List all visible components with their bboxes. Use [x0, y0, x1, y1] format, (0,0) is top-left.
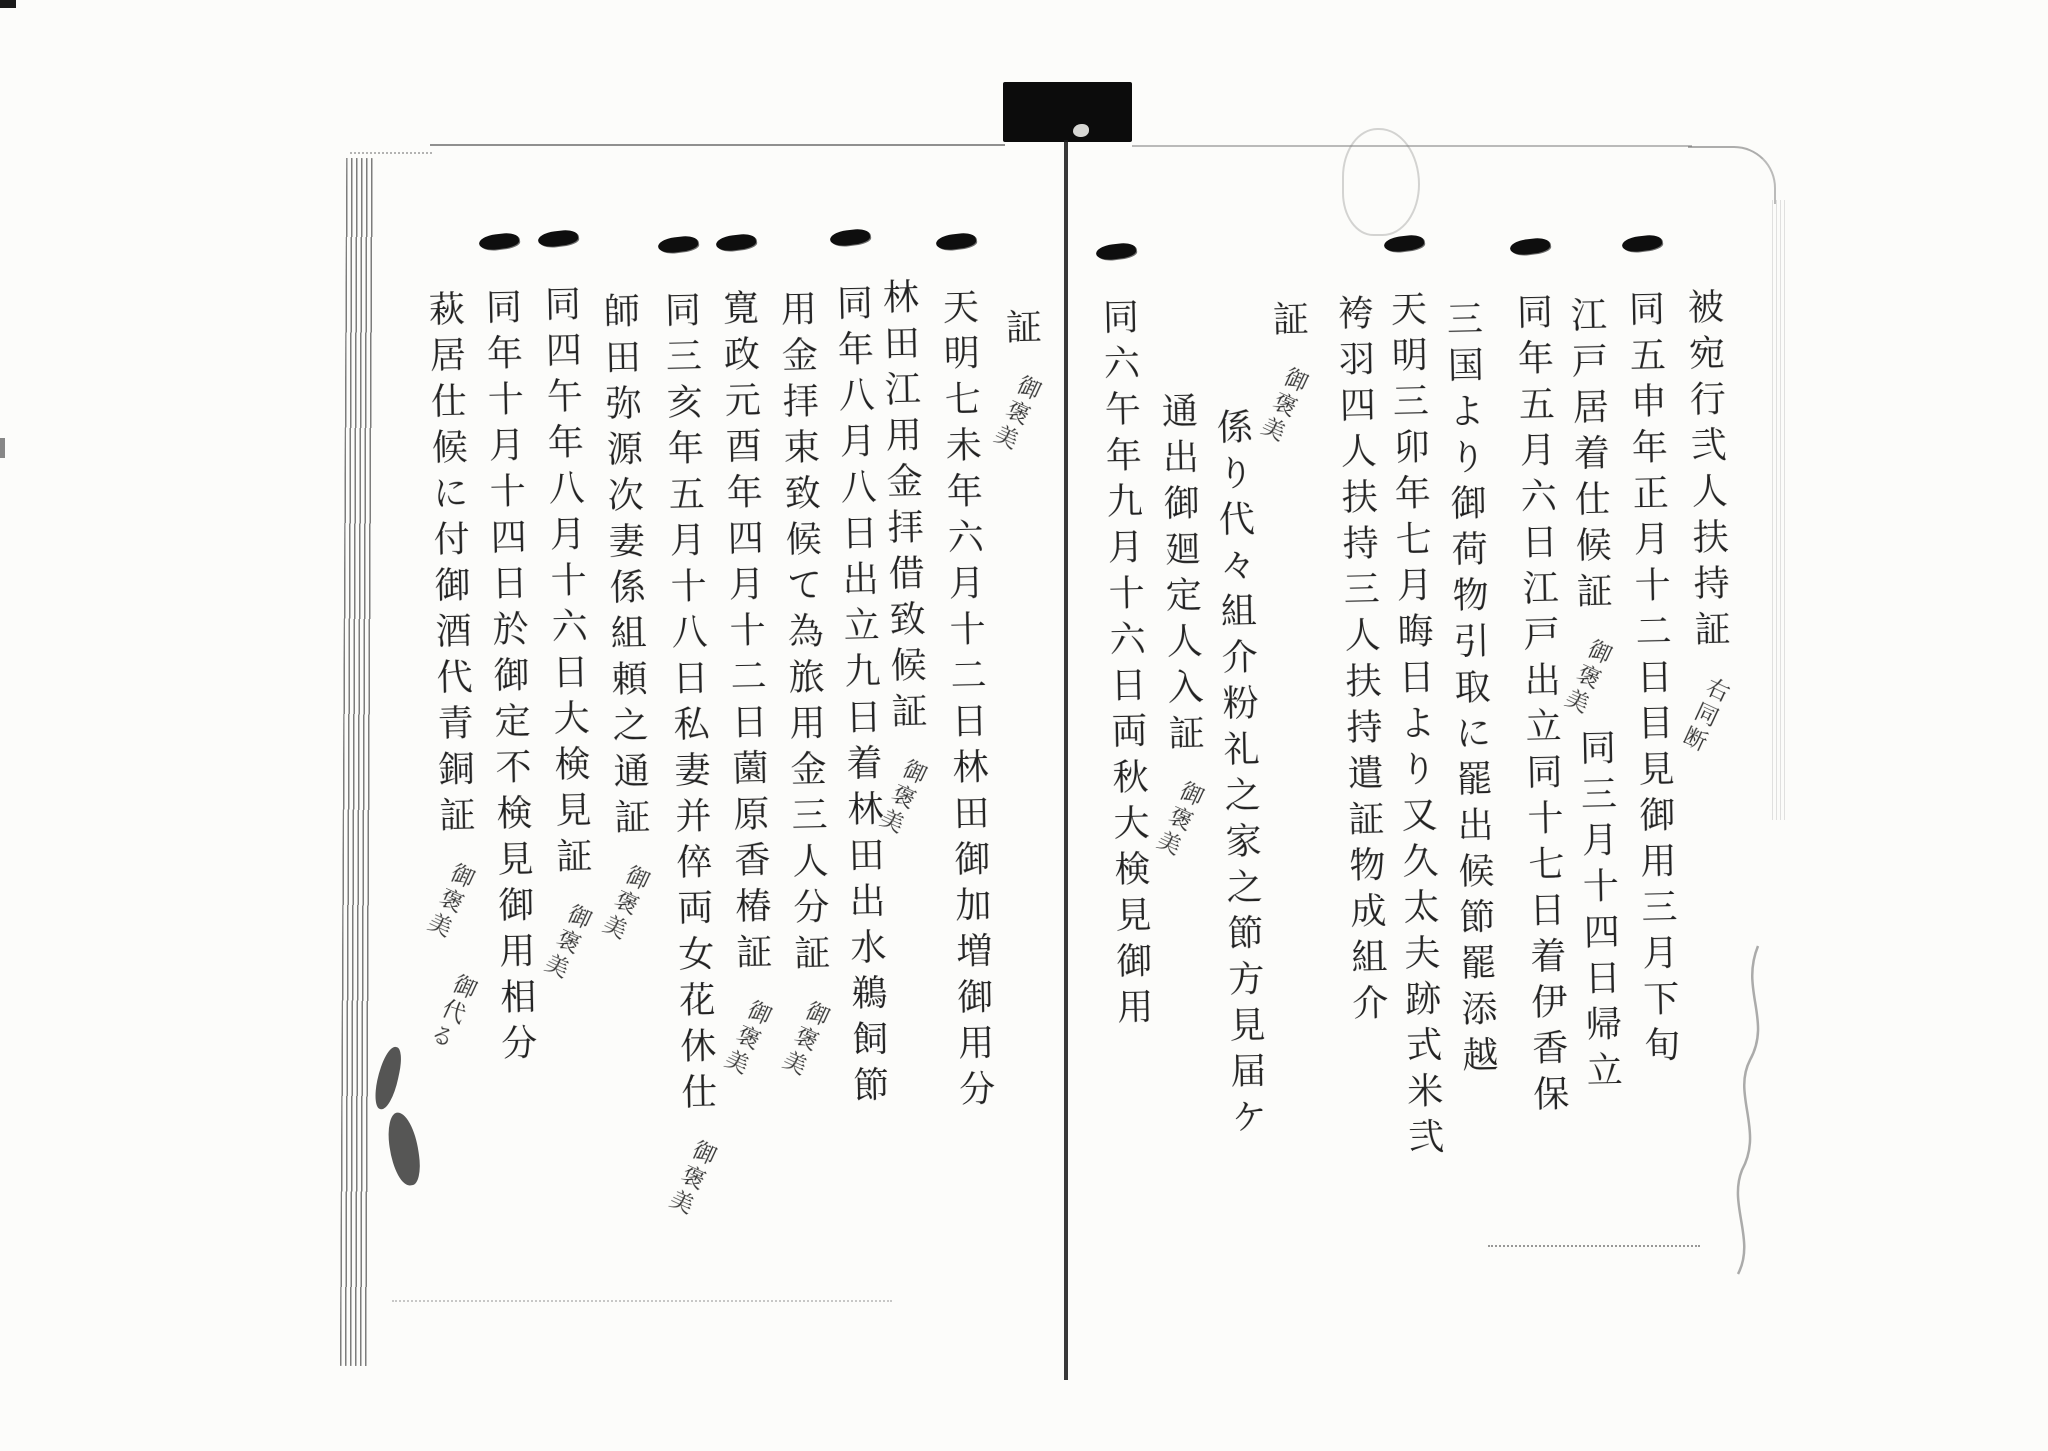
- ink-blotch: [385, 1110, 423, 1187]
- entry-bullet-mark: [829, 228, 871, 248]
- entry-bullet-mark: [537, 229, 579, 249]
- annotation-note: 御褒美: [872, 754, 930, 839]
- entry-bullet-mark: [1095, 242, 1137, 262]
- entry-bullet-mark: [1621, 234, 1663, 254]
- column-text: 天明三卯年七月晦日より又久太夫跡式米弐: [1385, 289, 1445, 1165]
- column-text: 同年十月十四日於御定不検見御用相分: [480, 287, 538, 1071]
- column-text: 同六午年九月十六日両秋大検見御用: [1097, 297, 1154, 1035]
- text-column: [594, 291, 666, 1451]
- annotation-note: 御褒美: [1253, 362, 1311, 447]
- annotation-note: 御褒美: [594, 860, 653, 945]
- scan-speck: [0, 438, 5, 458]
- entry-bullet-mark: [1383, 234, 1425, 254]
- entry-bullet-mark: [715, 233, 757, 253]
- annotation-note: 御褒美: [661, 1135, 720, 1220]
- column-text: 三国より御荷物引取に罷出候節罷添越: [1441, 299, 1499, 1083]
- column-text: 証: [1000, 307, 1042, 355]
- annotation-note: 御褒美: [986, 370, 1044, 455]
- column-text: 萩居仕候に付御酒代青銅証: [423, 289, 476, 843]
- annotation-note: 御褒美: [1557, 634, 1615, 719]
- column-text: 同四午年八月十六日大検見証: [539, 284, 593, 884]
- column-text: 江戸居着仕候証: [1565, 295, 1613, 619]
- right-page-top-edge: [1132, 145, 1692, 147]
- column-text: 同三亥年五月十八日私妻并倅両女花休仕: [659, 290, 718, 1120]
- column-text: 物成組介: [1343, 845, 1389, 1031]
- book-gutter-line: [1064, 140, 1068, 1380]
- left-page-edge-streaks: [340, 158, 373, 1366]
- column-text: 同五申年正月十二日目見御用三月下旬: [1623, 289, 1681, 1073]
- stain-mark: [1342, 128, 1420, 236]
- entry-bullet-mark: [657, 235, 699, 255]
- right-page-corner: [1688, 146, 1776, 204]
- entry-bullet-mark: [478, 232, 520, 252]
- text-column: [1253, 299, 1335, 1451]
- column-text: 証: [1267, 299, 1309, 347]
- column-text: 寛政元酉年四月十二日薗原香椿証: [717, 288, 773, 980]
- column-text: 同年八月八日出立九日着林田出水鵜飼節: [831, 283, 890, 1113]
- column-text: 林田江用金拝借致候証: [877, 277, 928, 739]
- entry-bullet-mark: [935, 232, 977, 252]
- text-column: [933, 287, 1006, 1451]
- column-text: 係り代々組介粉礼之家之節方見届ケ: [1211, 407, 1268, 1145]
- text-column: [986, 307, 1068, 1451]
- column-text: 用金拝束致候て為旅用金三人分証: [775, 289, 831, 981]
- annotation-note: 御褒美: [1149, 776, 1207, 861]
- column-text: 同年五月六日江戸出立同十七日着伊香保: [1511, 292, 1570, 1122]
- column-text: 袴羽四人扶持三人扶持遣証: [1332, 293, 1385, 847]
- annotation-note: 御褒美: [536, 899, 595, 984]
- column-text: 被宛行弐人扶持証: [1682, 287, 1731, 657]
- column-text: 天明七未年六月十二日林田御加増御用分: [937, 287, 996, 1117]
- annotation-note: 御褒美: [419, 858, 478, 943]
- scan-speck: [0, 0, 16, 8]
- annotation-note: 御褒美: [774, 996, 833, 1081]
- annotation-note: 右同断: [1675, 672, 1733, 757]
- column-text: 師田弥源次妻係組頼之通証: [598, 291, 651, 845]
- annotation-note: 御代る: [422, 969, 480, 1054]
- left-page-top-edge: [430, 144, 1005, 146]
- ink-blotch: [372, 1045, 405, 1112]
- column-text: 同三月十四日帰立: [1574, 728, 1623, 1098]
- column-text: 通出御廻定人入証: [1156, 391, 1205, 761]
- entry-bullet-mark: [1509, 237, 1551, 257]
- right-page-edge-streaks: [1772, 200, 1788, 820]
- annotation-note: 御褒美: [716, 995, 775, 1080]
- text-column: [1619, 289, 1691, 1451]
- binding-tab: [1003, 82, 1132, 142]
